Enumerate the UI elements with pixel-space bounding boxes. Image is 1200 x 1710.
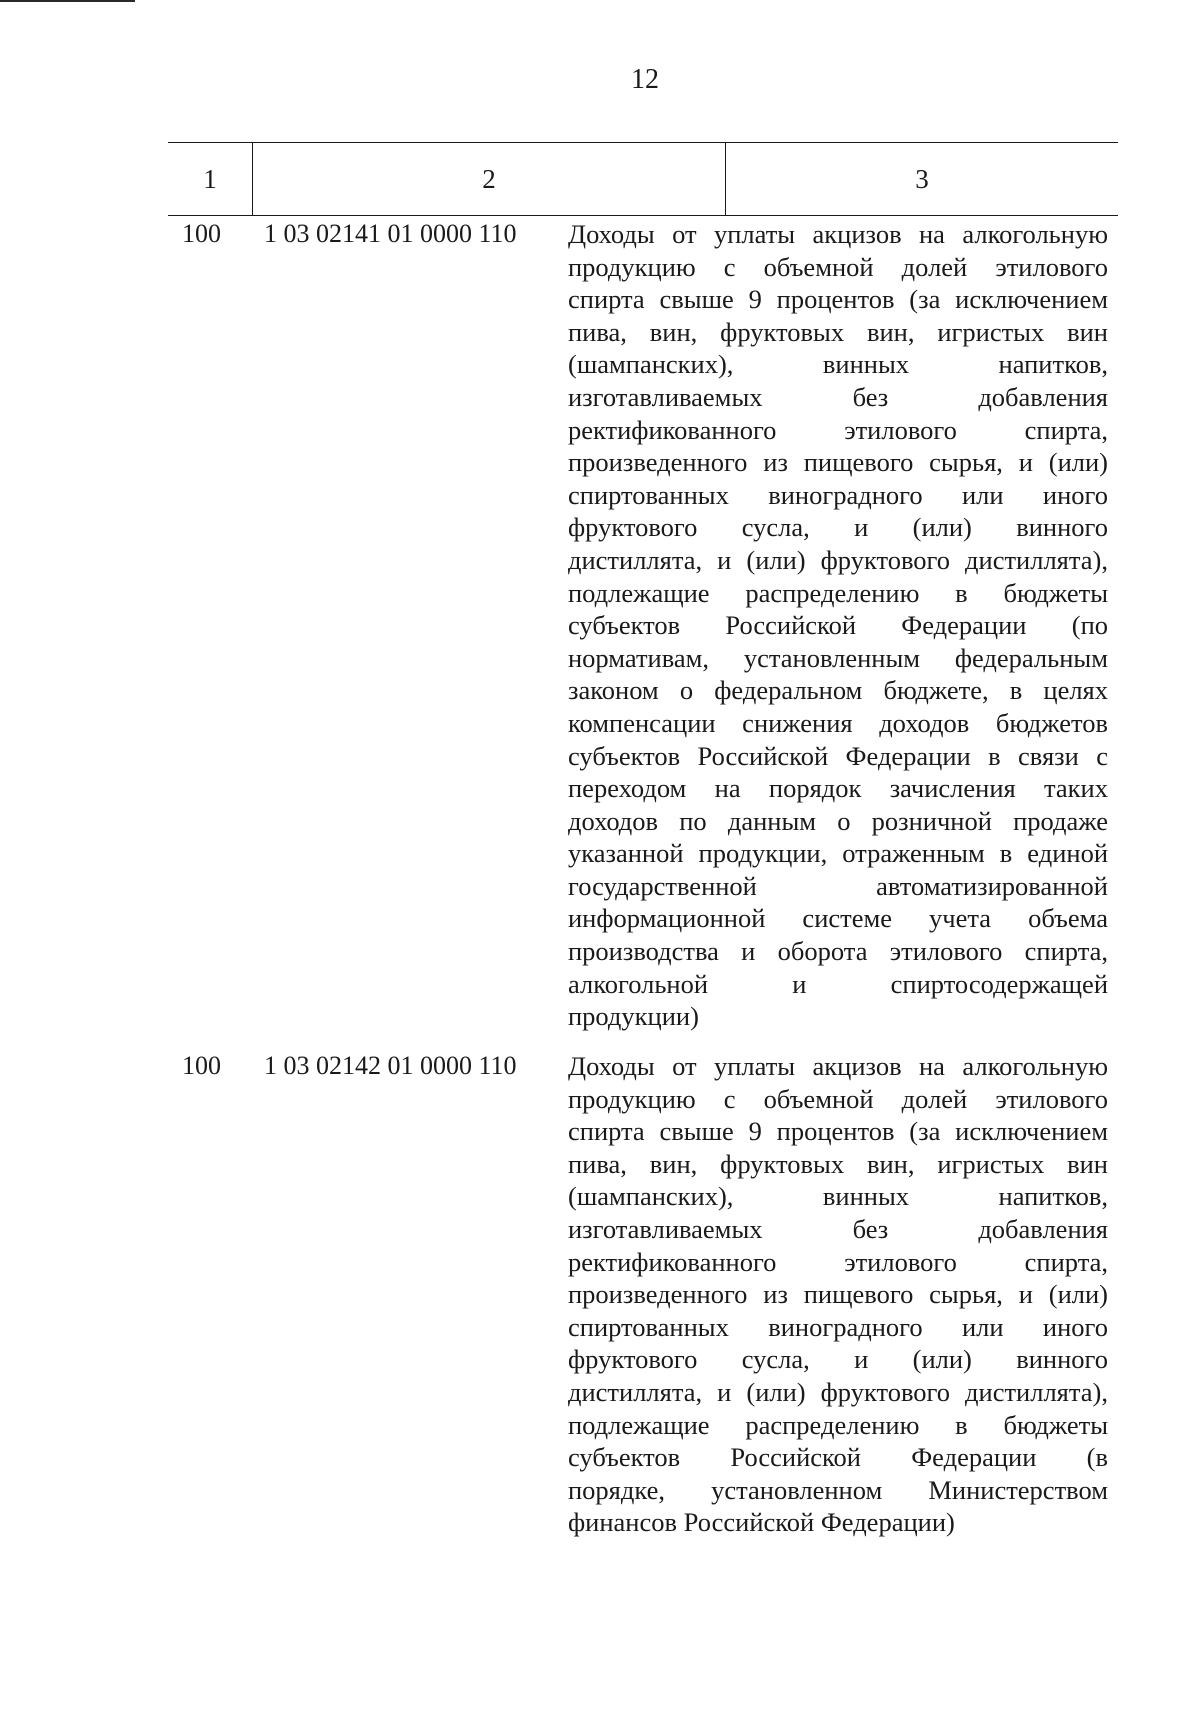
- description-line: финансов Российской Федерации): [568, 1507, 955, 1538]
- budget-classification-code-cell: 1 03 02142 01 0000 110: [264, 1051, 517, 1080]
- description-line: ректификованного этилового спирта,: [568, 1246, 1108, 1277]
- description-line: пива, вин, фруктовых вин, игристых вин: [568, 1148, 1108, 1179]
- description-line: подлежащие распределению в бюджеты: [568, 1409, 1108, 1440]
- page-number: 12: [631, 64, 659, 95]
- description-line: ректификованного этилового спирта,: [568, 414, 1108, 445]
- description-line: пива, вин, фруктовых вин, игристых вин: [568, 316, 1108, 347]
- description-line: произведенного из пищевого сырья, и (или): [568, 1279, 1108, 1310]
- column-header-1: 1: [168, 143, 253, 215]
- description-line: субъектов Российской Федерации (по: [568, 610, 1108, 641]
- description-line: спирта свыше 9 процентов (за исключением: [568, 1116, 1108, 1147]
- description-line: фруктового сусла, и (или) винного: [568, 1344, 1108, 1375]
- admin-code-cell: 100: [182, 219, 221, 248]
- description-line: доходов по данным о розничной продаже: [568, 805, 1108, 836]
- column-header-3: 3: [915, 164, 929, 194]
- description-line: Доходы от уплаты акцизов на алкогольную: [568, 219, 1108, 249]
- description-line: изготавливаемых без добавления: [568, 1213, 1108, 1244]
- description-line: государственной автоматизированной: [568, 870, 1108, 901]
- description-line: (шампанских), винных напитков,: [568, 349, 1108, 380]
- income-description-cell: [568, 218, 1108, 1033]
- description-line: спиртованных виноградного или иного: [568, 1311, 1108, 1342]
- description-line: произведенного из пищевого сырья, и (или): [568, 447, 1108, 478]
- description-line: порядке, установленном Министерством: [568, 1474, 1108, 1505]
- description-line: (шампанских), винных напитков,: [568, 1181, 1108, 1212]
- budget-classification-code-cell: 1 03 02141 01 0000 110: [264, 219, 517, 248]
- description-line: нормативам, установленным федеральным: [568, 642, 1108, 673]
- description-line: спиртованных виноградного или иного: [568, 479, 1108, 510]
- description-line: переходом на порядок зачисления таких: [568, 773, 1108, 804]
- description-line: информационной системе учета объема: [568, 903, 1108, 934]
- description-line: продукции): [568, 1001, 699, 1032]
- description-line: дистиллята, и (или) фруктового дистиллята),: [568, 544, 1108, 575]
- table-header: [168, 143, 1118, 216]
- description-line: субъектов Российской Федерации в связи с: [568, 740, 1108, 771]
- scan-edge-mark: [0, 0, 135, 2]
- column-header-2: 2: [253, 143, 726, 215]
- description-line: дистиллята, и (или) фруктового дистиллята),: [568, 1376, 1108, 1407]
- admin-code-cell: 100: [182, 1051, 221, 1080]
- description-line: продукцию с объемной долей этилового: [568, 251, 1108, 282]
- description-line: законом о федеральном бюджете, в целях: [568, 675, 1108, 706]
- description-line: фруктового сусла, и (или) винного: [568, 512, 1108, 543]
- description-line: Доходы от уплаты акцизов на алкогольную: [568, 1051, 1108, 1081]
- description-line: спирта свыше 9 процентов (за исключением: [568, 284, 1108, 315]
- description-line: производства и оборота этилового спирта,: [568, 936, 1108, 967]
- description-line: подлежащие распределению в бюджеты: [568, 577, 1108, 608]
- description-line: указанной продукции, отраженным в единой: [568, 838, 1108, 869]
- description-line: компенсации снижения доходов бюджетов: [568, 707, 1108, 738]
- description-line: алкогольной и спиртосодержащей: [568, 968, 1108, 999]
- income-description-cell: [568, 1050, 1108, 1539]
- description-line: субъектов Российской Федерации (в: [568, 1442, 1108, 1473]
- description-line: изготавливаемых без добавления: [568, 381, 1108, 412]
- description-line: продукцию с объемной долей этилового: [568, 1083, 1108, 1114]
